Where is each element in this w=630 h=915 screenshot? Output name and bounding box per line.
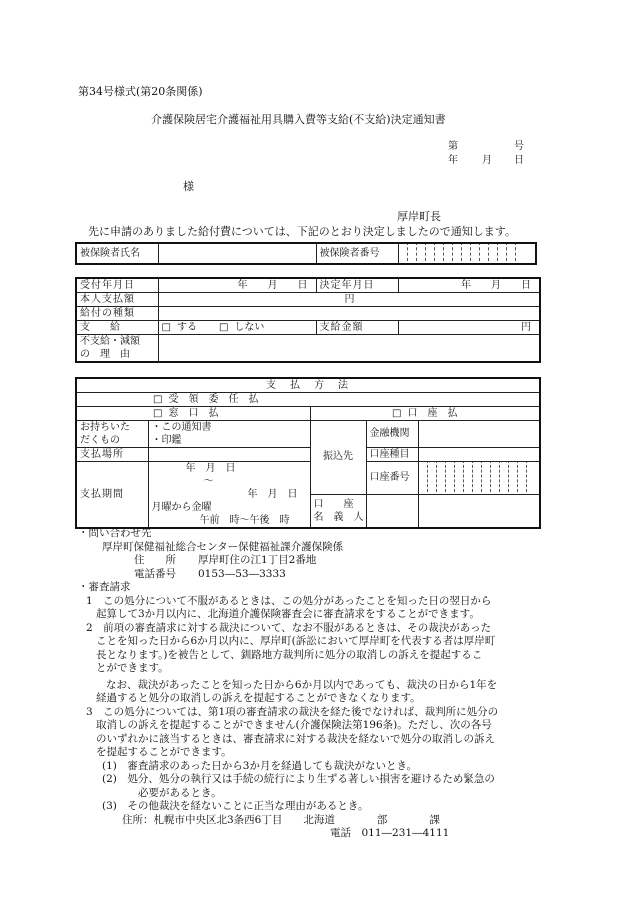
holder-label: 口 座 名 義 人: [310, 494, 366, 528]
amount-field[interactable]: [398, 321, 540, 335]
contact-org: 厚岸町保健福祉総合センター保健福祉課介護保険係: [102, 540, 344, 553]
appeal-p3-cont1: 取消しの訴えを提起することができません(介護保険法第196条)。ただし、次の各号: [96, 719, 492, 731]
insured-name-label: 被保険者氏名: [76, 243, 158, 264]
received-date-field[interactable]: [158, 278, 316, 293]
appeal-authority-address: 住所：札幌市中央区北3条西6丁目 北海道 部 課: [122, 813, 440, 826]
document-title: 介護保険居宅介護福祉用具購入費等支給(不支給)決定通知書: [151, 113, 446, 126]
payment-options: [158, 321, 316, 335]
period-hours: 午前 時～午後 時: [199, 515, 290, 526]
self-pay-label: 本人支払額: [76, 293, 158, 307]
account-checkbox[interactable]: □ 口 座 払: [392, 408, 457, 419]
proxy-checkbox[interactable]: □ 受 領 委 任 払: [153, 394, 258, 405]
received-date-label: 受付年月日: [76, 278, 158, 293]
received-year: 年: [237, 279, 248, 291]
period-from: 年 月 日: [185, 463, 236, 474]
benefit-type-field[interactable]: [158, 307, 540, 321]
acct-no-label: 口座番号: [366, 462, 418, 495]
appeal-p2-cont2: 長となります。)を被告として、釧路地方裁判所に処分の取消しの訴えを提起するこ: [96, 648, 483, 661]
acct-type-field[interactable]: [418, 448, 540, 462]
appeal-p2-note: なお、裁決があったことを知った日から6か月以内であっても、裁決の日から1年を: [106, 678, 498, 691]
appeal-p2: 2 前項の審査請求に対する裁決について、なお不服があるときは、その裁決があった: [86, 621, 492, 634]
contact-address: 住 所 厚岸町住の江1丁目2番地: [134, 554, 317, 566]
place-label: 支払場所: [76, 448, 148, 462]
doc-number-dai: 第: [448, 141, 458, 152]
bring-label: お持ちいた だくもの: [76, 421, 148, 448]
pay-yes-checkbox[interactable]: □ する: [162, 322, 197, 333]
contact-section: [78, 527, 343, 581]
contact-tel: 電話番号 0153―53―3333: [134, 567, 286, 580]
appeal-p1-cont: 起算して3か月以内に、北海道介護保険審査会に審査請求をすることができます。: [96, 608, 480, 620]
period-field[interactable]: [148, 462, 310, 529]
pay-no-checkbox[interactable]: □ しない: [219, 322, 264, 333]
payment-method-table: [75, 377, 541, 529]
payment-label: 支 給: [76, 321, 158, 335]
window-checkbox[interactable]: □ 窓 口 払: [153, 408, 218, 419]
decided-year: 年: [461, 279, 471, 291]
appeal-item-1: (1) 審査請求のあった日から3か月を経過しても裁決がないとき。: [102, 759, 418, 772]
proxy-payment: [76, 393, 540, 407]
holder-field[interactable]: [366, 494, 418, 528]
appeal-item-2-cont: 必要があるとき。: [138, 786, 222, 799]
decided-date-label: 決定年月日: [316, 278, 398, 293]
received-day: 日: [297, 279, 308, 291]
intro-text: 先に申請のありました給付費については、下記のとおり決定しましたので通知します。: [88, 225, 516, 238]
appeal-heading: ・審査請求: [78, 581, 131, 593]
account-payment: [310, 407, 540, 421]
period-days: 月曜から金曜: [151, 502, 212, 513]
acct-type-label: 口座種目: [366, 448, 418, 462]
doc-date-year: 年: [448, 155, 458, 166]
self-pay-field[interactable]: [158, 293, 540, 307]
issuer: 厚岸町長: [397, 210, 441, 223]
form-id: 第34号様式(第20条関係): [78, 85, 203, 98]
bank-label: 金融機関: [366, 421, 418, 448]
appeal-item-2: (2) 処分、処分の執行又は手続の続行により生ずる著しい損害を避けるため緊急の: [102, 773, 495, 785]
amount-label: 支給金額: [316, 321, 398, 335]
appeal-p2-note-cont: 経過すると処分の取消しの訴えを提起することができなくなります。: [96, 692, 421, 704]
appeal-p3: 3 この処分については、第1項の審査請求の裁決を経た後でなければ、裁判所に処分の: [86, 705, 499, 718]
reason-field[interactable]: [158, 335, 540, 363]
insured-table: [75, 242, 537, 265]
insured-number-label: 被保険者番号: [316, 243, 398, 264]
period-tilde: ～: [203, 476, 214, 487]
decided-day: 日: [521, 279, 531, 291]
appeal-p2-cont3: とができます。: [96, 662, 169, 674]
place-field[interactable]: [148, 448, 310, 462]
period-to: 年 月 日: [247, 489, 298, 500]
bring-items: ・この通知書 ・印鑑: [148, 421, 310, 448]
doc-date-month: 月: [482, 155, 492, 166]
appeal-item-3: (3) その他裁決を経ないことに正当な理由があるとき。: [102, 800, 369, 812]
reason-label: 不支給・減額 の 理 由: [76, 335, 158, 363]
decided-month: 月: [491, 279, 501, 291]
addressee-suffix: 様: [183, 180, 194, 193]
doc-number-go: 号: [514, 141, 524, 152]
period-label: 支払期間: [76, 462, 148, 529]
transfer-label: 振込先: [310, 421, 366, 495]
appeal-section: [78, 581, 498, 841]
window-payment: [76, 407, 310, 421]
doc-date-day: 日: [514, 155, 524, 166]
appeal-authority-tel: 電話 011―231―4111: [330, 827, 450, 839]
appeal-p3-cont2: のいずれかに該当するときは、審査請求に対する裁決を経ないで処分の取消しの訴え: [96, 732, 495, 745]
appeal-p2-cont1: ことを知った日から6か月以内に、厚岸町(訴訟において厚岸町を代表する者は厚岸町: [96, 635, 496, 647]
amount-yen: 円: [521, 321, 531, 333]
received-month: 月: [267, 279, 278, 291]
insured-name-field[interactable]: [158, 243, 316, 264]
decision-table: [75, 277, 541, 363]
insured-number-field[interactable]: [398, 243, 536, 264]
benefit-type-label: 給付の種類: [76, 307, 158, 321]
contact-heading: ・問い合わせ先: [78, 527, 152, 539]
payment-method-header: 支 払 方 法: [76, 378, 540, 393]
decided-date-field[interactable]: [398, 278, 540, 293]
acct-no-field[interactable]: [418, 462, 540, 495]
appeal-p3-cont3: を提起することができます。: [96, 746, 232, 758]
self-pay-yen: 円: [344, 293, 355, 305]
appeal-p1: 1 この処分について不服があるときは、この処分があったことを知った日の翌日から: [86, 594, 492, 607]
bank-field[interactable]: [418, 421, 540, 448]
